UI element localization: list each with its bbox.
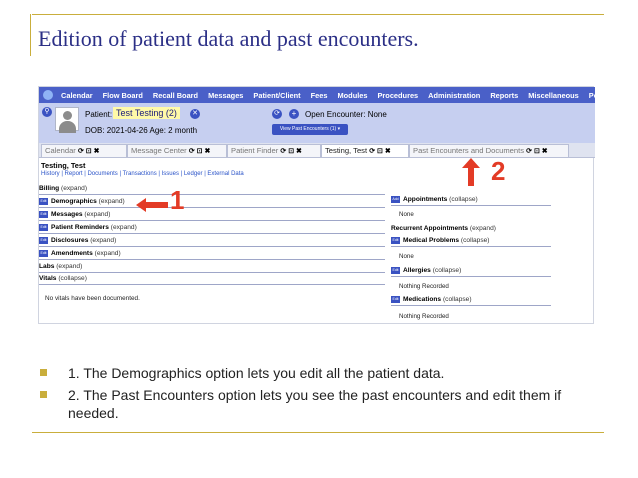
arrow-left-icon [136,198,168,212]
add-appointment-button[interactable]: Add [392,196,399,201]
medical-problems-value: None [399,253,414,260]
tab-bar [39,143,595,158]
nav-patient-client[interactable]: Patient/Client [253,90,301,100]
tab-label: Past Encounters and Documents [413,146,525,155]
top-rule [32,14,604,15]
section-hint[interactable]: (expand) [94,250,121,257]
tab-patient-finder[interactable] [227,144,321,157]
section-title: Messages [51,211,83,218]
edit-messages-button[interactable]: Edit [40,211,47,216]
avatar-head-icon [63,111,72,120]
section-title: Medications [403,296,442,303]
section-messages[interactable] [39,209,110,220]
tab-past-encounters[interactable] [409,144,569,157]
divider [39,284,385,285]
divider [39,194,385,195]
section-hint[interactable]: (collapse) [442,296,472,303]
nav-recall-board[interactable]: Recall Board [152,90,199,100]
bullet-text: 1. The Demographics option lets you edit all the patient data. [68,365,445,381]
section-title: Billing [39,185,60,192]
tab-actions-icon[interactable]: ⟳ ⊡ ✖ [369,148,391,155]
tab-label: Message Center [131,146,187,155]
section-title: Disclosures [51,237,89,244]
appointments-value: None [399,211,414,218]
no-vitals-text: No vitals have been documented. [45,295,140,302]
section-patient-reminders[interactable] [39,222,137,233]
section-demographics[interactable] [39,196,125,207]
arrow-up-icon [462,158,480,186]
section-hint[interactable]: (collapse) [58,275,87,282]
patient-label: Patient: [85,110,113,119]
open-encounter-label: Open Encounter: None [305,110,387,119]
nav-flow-board[interactable]: Flow Board [102,90,143,100]
recurrent-appointments-header[interactable] [391,223,496,234]
section-amendments[interactable] [39,248,121,259]
slide-title: Edition of patient data and past encounters. [38,26,419,51]
tab-testing-test[interactable] [321,144,409,157]
patient-bar [39,103,595,143]
annotation-number-2: 2 [491,156,506,186]
nav-reports[interactable]: Reports [490,90,519,100]
medical-problems-header[interactable] [391,235,490,246]
nav-administration[interactable]: Administration [428,90,481,100]
section-hint[interactable]: (expand) [84,211,111,218]
tab-message-center[interactable] [127,144,227,157]
section-title: Medical Problems [403,237,460,244]
section-disclosures[interactable] [39,235,116,246]
tab-actions-icon[interactable]: ⟳ ⊡ ✖ [280,148,302,155]
divider [39,220,385,221]
section-title: Vitals [39,275,57,282]
record-name: Testing, Test [41,161,86,170]
nav-messages[interactable]: Messages [208,90,244,100]
section-vitals[interactable] [39,273,87,284]
patient-dob: DOB: 2021-04-26 Age: 2 month [85,126,198,135]
annotation-number-1: 1 [170,185,185,215]
nav-fees[interactable]: Fees [310,90,328,100]
section-hint[interactable]: (expand) [98,198,125,205]
nav-calendar[interactable]: Calendar [61,90,93,100]
section-hint[interactable]: (expand) [469,225,496,232]
app-logo-icon[interactable] [43,90,53,100]
divider [39,246,385,247]
medications-value: Nothing Recorded [399,313,449,320]
section-hint[interactable]: (collapse) [449,196,478,203]
bullet-square-icon [40,391,47,398]
section-title: Demographics [51,198,97,205]
avatar-body-icon [59,121,76,133]
allergies-header[interactable] [391,265,461,276]
tab-label: Patient Finder [231,146,279,155]
appointments-header[interactable] [391,194,478,205]
edit-medications-button[interactable]: Edit [392,296,399,301]
nav-miscellaneous[interactable]: Miscellaneous [528,90,579,100]
view-past-encounters-button[interactable]: View Past Encounters (1) ▾ [272,124,348,135]
bullet-text: 2. The Past Encounters option lets you see the past encounters and edit them if needed. [68,387,562,421]
allergies-value: Nothing Recorded [399,283,449,290]
tab-calendar[interactable] [41,144,127,157]
edit-reminders-button[interactable]: Edit [40,224,47,229]
divider [39,207,385,208]
divider [39,272,385,273]
nav-procedures[interactable]: Procedures [377,90,419,100]
section-title: Recurrent Appointments [391,225,469,232]
medications-header[interactable] [391,294,472,305]
tab-label: Testing, Test [325,146,368,155]
divider [39,259,385,260]
patient-name: Test Testing (2) [113,107,180,119]
nav-popups[interactable]: Popups [588,90,616,100]
edit-demographics-button[interactable]: Edit [40,198,47,203]
tab-actions-icon[interactable]: ⟳ ⊡ ✖ [77,148,100,155]
divider [391,276,551,277]
edit-amendments-button[interactable]: Edit [40,250,47,255]
edit-medical-problems-button[interactable]: Edit [392,237,399,242]
tab-label: Calendar [45,146,76,155]
section-title: Allergies [403,267,431,274]
edit-allergies-button[interactable]: Edit [392,267,399,272]
divider [391,246,551,247]
emr-screenshot [38,86,616,324]
bullet-square-icon [40,369,47,376]
section-hint[interactable]: (expand) [110,224,137,231]
section-labs[interactable] [39,261,82,272]
record-links[interactable]: History | Report | Documents | Transactions | Issues | Ledger | External Data [41,171,244,177]
section-title: Labs [39,263,55,270]
section-hint[interactable]: (collapse) [432,267,462,274]
section-hint[interactable]: (collapse) [460,237,490,244]
tab-actions-icon[interactable]: ⟳ ⊡ ✖ [188,148,211,155]
edit-disclosures-button[interactable]: Edit [40,237,47,242]
divider [391,205,551,206]
section-title: Patient Reminders [51,224,109,231]
top-nav [39,87,616,103]
section-title: Amendments [51,250,93,257]
section-title: Appointments [403,196,448,203]
section-billing[interactable] [39,183,87,194]
nav-modules[interactable]: Modules [337,90,368,100]
avatar [55,107,79,131]
tab-actions-icon[interactable]: ⟳ ⊡ ✖ [526,148,548,155]
add-encounter-icon[interactable]: + [289,109,299,119]
section-hint[interactable]: (expand) [56,263,83,270]
refresh-encounter-icon[interactable]: ⟳ [272,109,282,119]
divider [391,305,551,306]
section-hint[interactable]: (expand) [90,237,117,244]
bottom-rule [32,432,604,433]
left-rule [30,14,31,56]
divider [39,233,385,234]
close-patient-icon[interactable]: ✕ [190,109,200,119]
search-icon[interactable]: ⚲ [42,107,52,117]
section-hint[interactable]: (expand) [61,185,88,192]
